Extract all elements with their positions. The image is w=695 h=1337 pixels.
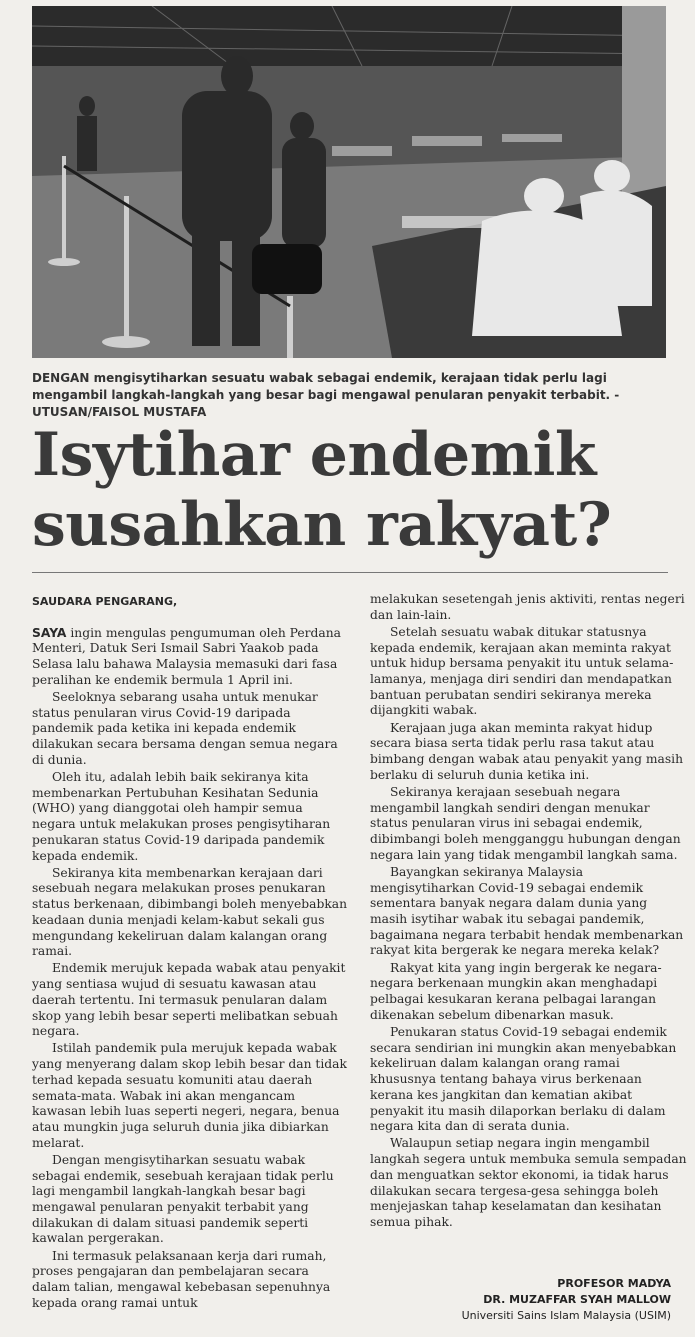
article-paragraph: Ini termasuk pelaksanaan kerja dari rumah, proses pengajaran dan pembelajaran secara dalam talian, mengawal kebebasan sepenuhnya kepada orang ramai untuk [32,1248,331,1310]
headline-line-1: Isytihar endemik [32,420,596,490]
article-paragraph: Sekiranya kita membenarkan kerajaan dari sesebuah negara melakukan proses penukaran status berkenaan, dibimbangi boleh menyebabkan keadaan dunia menjadi kelam-kabut sekali gus mengundang kekeliruan dalam kalangan orang ramai. [32,865,348,959]
author-signature [462,1276,671,1324]
paragraph-text: ingin mengulas pengumuman oleh Perdana Menteri, Datuk Seri Ismail Sabri Yaakob pada Selasa lalu bahawa Malaysia memasuki dari fasa peralihan ke endemik bermula 1 April ini. [32,625,342,687]
article-paragraph: Setelah sesuatu wabak ditukar statusnya kepada endemik, kerajaan akan meminta rakyat untuk hidup bersama penyakit itu untuk selama-lamanya, menjaga diri sendiri dan mendapatkan bantuan perubatan sendiri sekiranya mereka dijangkiti wabak. [370,624,674,718]
page-title [32,420,672,560]
airport-vaccination-photo [32,6,666,358]
article-column-right [370,592,688,1232]
author-title: PROFESOR MADYA [557,1277,671,1290]
headline-line-2: susahkan rakyat? [32,490,612,560]
author-name: DR. MUZAFFAR SYAH MALLOW [483,1293,671,1306]
article-paragraph [32,626,350,689]
photo-caption [32,370,672,421]
article-paragraph: Bayangkan sekiranya Malaysia mengisytiharkan Covid-19 sebagai endemik sementara banyak negara dalam dunia yang masih isytihar wabak itu sebagai pandemik, bagaimana negara terbabit hendak membenarkan rakyat kita bergerak ke negara mereka kelak? [370,864,684,958]
article-paragraph: melakukan sesetengah jenis aktiviti, rentas negeri dan lain-lain. [370,592,685,622]
article-paragraph: Istilah pandemik pula merujuk kepada wabak yang menyerang dalam skop lebih besar dan tidak terhad kepada sesuatu komuniti atau daerah semata-mata. Wabak ini akan mengancam kawasan lebih luas seperti negeri, negara, benua atau mungkin juga seluruh dunia jika dibiarkan melarat. [32,1041,347,1150]
article-paragraph: Sekiranya kerajaan sesebuah negara mengambil langkah sendiri dengan menukar status penularan virus ini sebagai endemik, dibimbangi boleh mengganggu hubungan dengan negara lain yang tidak mengambil langkah sama. [370,784,681,862]
article-paragraph: Rakyat kita yang ingin bergerak ke negara-negara berkenaan mungkin akan menghadapi pelbagai kesukaran kerana pelbagai larangan dikenakan sebelum dibenarkan masuk. [370,960,662,1022]
article-paragraph: Seeloknya sebarang usaha untuk menukar status penularan virus Covid-19 daripada pandemik pada ketika ini kepada endemik dilakukan secara bersama dengan semua negara di dunia. [32,690,338,767]
news-photo [32,6,666,358]
article-paragraph: Endemik merujuk kepada wabak atau penyakit yang sentiasa wujud di sesuatu kawasan atau daerah tertentu. Ini termasuk penularan dalam skop yang lebih besar seperti melibatkan sebuah negara. [32,961,346,1039]
caption-lead: DENGAN [32,371,90,385]
article-paragraph: Oleh itu, adalah lebih baik sekiranya kita membenarkan Pertubuhan Kesihatan Sedunia (WHO) yang dianggotai oleh hampir semua negara untuk melakukan proses pengisytiharan penukaran status Covid-19 daripada pandemik kepada endemik. [32,770,331,863]
article-paragraph: Kerajaan juga akan meminta rakyat hidup secara biasa serta tidak perlu rasa takut atau bimbang dengan wabak atau penyakit yang masih berlaku di seluruh dunia ketika ini. [370,720,684,782]
divider [32,572,668,573]
paragraph-lead: SAYA [32,625,67,640]
article-paragraph: Walaupun setiap negara ingin mengambil langkah segera untuk membuka semula sempadan dan menguatkan sektor ekonomi, ia tidak harus dilakukan secara tergesa-gesa sehingga boleh menjejaskan tahap keselamatan dan kesihatan semua pihak. [370,1136,687,1229]
article-paragraph: Dengan mengisytiharkan sesuatu wabak sebagai endemik, sesebuah kerajaan tidak perlu lagi mengambil langkah-langkah besar bagi mengawal penularan penyakit terbabit yang dilakukan di dalam situasi pandemik seperti kawalan pergerakan. [32,1152,334,1246]
salutation: SAUDARA PENGARANG, [32,595,178,608]
article-column-left [32,594,350,1313]
caption-text: mengisytiharkan sesuatu wabak sebagai endemik, kerajaan tidak perlu lagi mengambil langkah-langkah yang besar bagi mengawal penularan penyakit terbabit. - UTUSAN/FAISOL MUSTAFA [32,371,620,419]
article-paragraph: Penukaran status Covid-19 sebagai endemik secara sendirian ini mungkin akan menyebabkan kekeliruan dalam kalangan orang ramai khususnya tentang bahaya virus berkenaan kerana kes jangkitan dan kematian akibat penyakit itu masih dilaporkan berlaku di dalam negara kita dan di serata dunia. [370,1024,677,1134]
author-affiliation: Universiti Sains Islam Malaysia (USIM) [461,1309,671,1322]
